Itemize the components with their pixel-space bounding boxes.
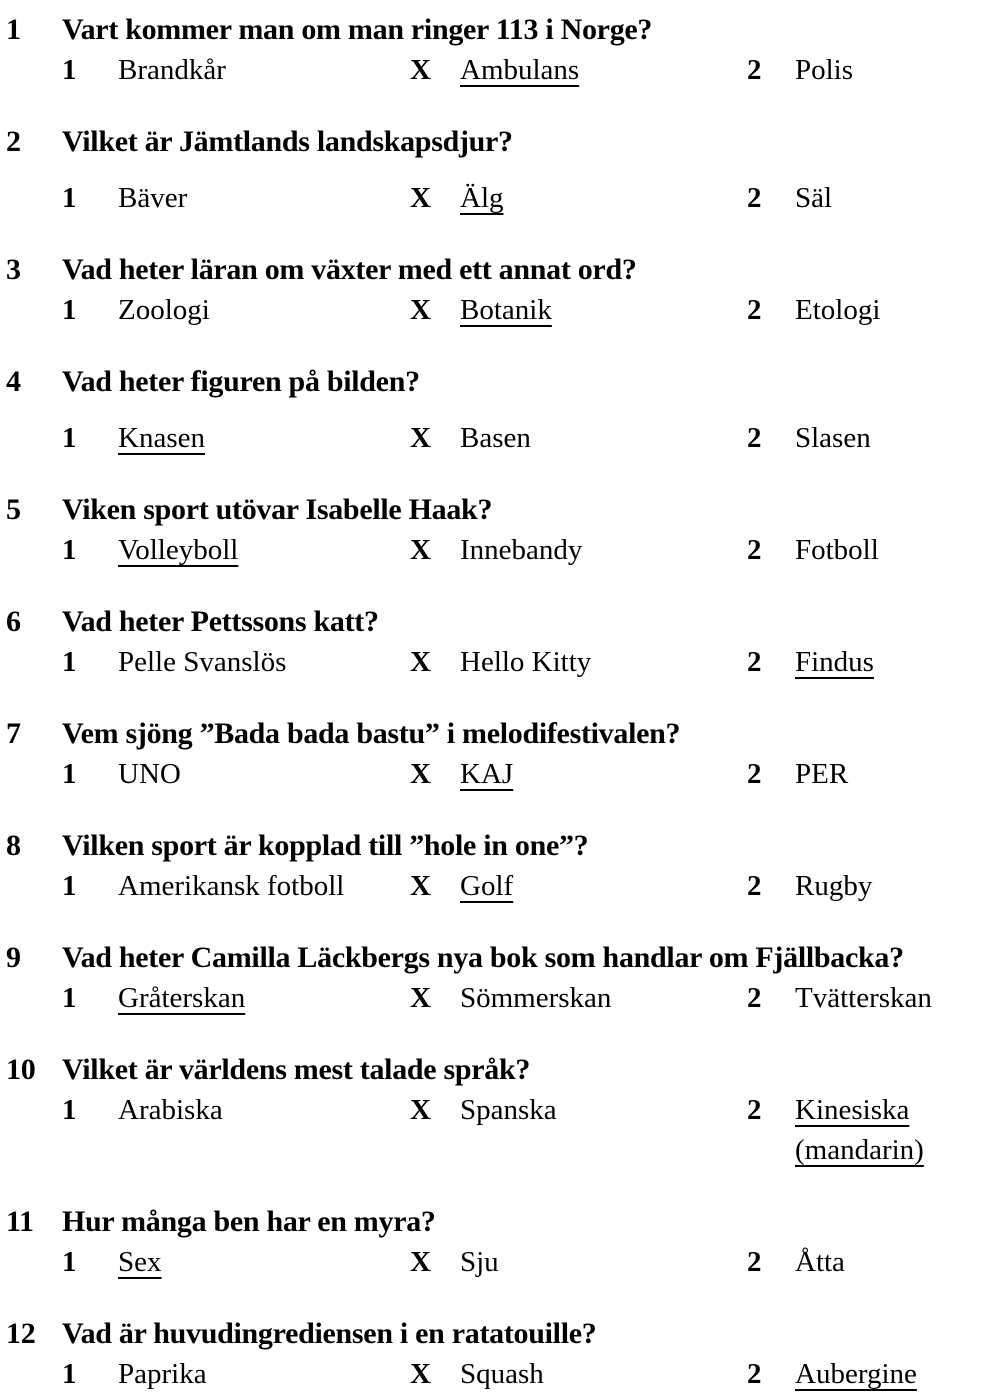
question-block [6, 362, 1000, 458]
option-1-marker: 1 [62, 646, 77, 678]
question-text: Vad heter Pettssons katt? [62, 605, 379, 638]
option-x-label: Squash [460, 1358, 544, 1390]
question-number: 12 [6, 1317, 36, 1350]
option-x [410, 1090, 747, 1170]
option-2 [747, 978, 1000, 1018]
option-2-marker: 2 [747, 758, 762, 790]
option-2-marker: 2 [747, 1358, 762, 1390]
question-block [6, 250, 1000, 330]
option-1 [62, 1242, 410, 1282]
option-2 [747, 178, 1000, 218]
option-2 [747, 530, 1000, 570]
option-2 [747, 1090, 1000, 1170]
question-number: 5 [6, 493, 21, 526]
question-row [6, 938, 1000, 978]
option-1 [62, 418, 410, 458]
option-x [410, 642, 747, 682]
option-x-label: Ambulans [460, 54, 580, 86]
option-1-label: Zoologi [118, 294, 210, 326]
option-1 [62, 866, 410, 906]
option-x-label: Sju [460, 1246, 499, 1278]
question-block [6, 826, 1000, 906]
option-x [410, 978, 747, 1018]
question-text: Vem sjöng ”Bada bada bastu” i melodifestivalen? [62, 717, 681, 750]
question-number: 4 [6, 365, 21, 398]
option-1-label: Volleyboll [118, 534, 239, 566]
answer-row [62, 290, 1000, 330]
option-x [410, 1354, 747, 1394]
option-x-marker: X [410, 1358, 431, 1390]
option-2-marker: 2 [747, 1094, 762, 1126]
option-x-label: Spanska [460, 1094, 557, 1126]
option-2-marker: 2 [747, 182, 762, 214]
answer-row [62, 754, 1000, 794]
option-x-label: Golf [460, 870, 514, 902]
option-x-marker: X [410, 422, 431, 454]
option-1 [62, 978, 410, 1018]
option-x-marker: X [410, 294, 431, 326]
question-text: Vilket är världens mest talade språk? [62, 1053, 531, 1086]
option-x-marker: X [410, 870, 431, 902]
option-x [410, 50, 747, 90]
option-1 [62, 642, 410, 682]
question-row [6, 826, 1000, 866]
option-x-marker: X [410, 982, 431, 1014]
option-2-label: Tvätterskan [795, 982, 932, 1014]
option-1-label: Amerikansk fotboll [118, 870, 345, 902]
answer-row [62, 1242, 1000, 1282]
option-1-marker: 1 [62, 1094, 77, 1126]
option-x [410, 754, 747, 794]
question-number: 10 [6, 1053, 36, 1086]
option-1-marker: 1 [62, 182, 77, 214]
option-x [410, 290, 747, 330]
question-number: 11 [6, 1205, 34, 1238]
option-2-label: Polis [795, 54, 854, 86]
option-1 [62, 178, 410, 218]
option-1 [62, 290, 410, 330]
question-number: 6 [6, 605, 21, 638]
option-1-marker: 1 [62, 1358, 77, 1390]
option-1-marker: 1 [62, 54, 77, 86]
option-2-label: Åtta [795, 1246, 845, 1278]
option-2-label: PER [795, 758, 849, 790]
option-1-marker: 1 [62, 870, 77, 902]
option-x-label: Innebandy [460, 534, 583, 566]
question-number: 1 [6, 13, 21, 46]
option-1-marker: 1 [62, 534, 77, 566]
question-number: 2 [6, 125, 21, 158]
option-1-label: Pelle Svanslös [118, 646, 287, 678]
question-row [6, 1050, 1000, 1090]
question-block [6, 10, 1000, 90]
option-2 [747, 1242, 1000, 1282]
option-2 [747, 866, 1000, 906]
question-text: Vart kommer man om man ringer 113 i Norge? [62, 13, 653, 46]
question-row [6, 1314, 1000, 1354]
answer-row [62, 530, 1000, 570]
option-2-marker: 2 [747, 534, 762, 566]
option-2-label: Aubergine [795, 1358, 917, 1390]
question-row [6, 602, 1000, 642]
answer-row [62, 178, 1000, 218]
option-2 [747, 50, 1000, 90]
question-block [6, 1202, 1000, 1282]
question-number: 7 [6, 717, 21, 750]
answer-row [62, 1090, 1000, 1170]
option-2-marker: 2 [747, 54, 762, 86]
answer-row [62, 978, 1000, 1018]
option-2-label: Findus [795, 646, 874, 678]
option-1-marker: 1 [62, 1246, 77, 1278]
question-row [6, 122, 1000, 162]
option-1-marker: 1 [62, 758, 77, 790]
option-1-label: Bäver [118, 182, 188, 214]
question-number: 8 [6, 829, 21, 862]
option-1-marker: 1 [62, 422, 77, 454]
question-block [6, 1314, 1000, 1394]
option-2-marker: 2 [747, 982, 762, 1014]
option-1-marker: 1 [62, 294, 77, 326]
option-1-label: Gråterskan [118, 982, 246, 1014]
option-1-label: Paprika [118, 1358, 207, 1390]
option-x-label: Hello Kitty [460, 646, 592, 678]
option-1 [62, 754, 410, 794]
option-2-label: Säl [795, 182, 833, 214]
question-block [6, 122, 1000, 218]
question-block [6, 602, 1000, 682]
option-2 [747, 754, 1000, 794]
option-1 [62, 530, 410, 570]
option-x-label: Botanik [460, 294, 552, 326]
option-x-marker: X [410, 646, 431, 678]
question-block [6, 1050, 1000, 1170]
option-2-label: Fotboll [795, 534, 879, 566]
option-2 [747, 418, 1000, 458]
option-2 [747, 1354, 1000, 1394]
question-text: Viken sport utövar Isabelle Haak? [62, 493, 493, 526]
option-2-marker: 2 [747, 1246, 762, 1278]
option-x-marker: X [410, 534, 431, 566]
question-block [6, 938, 1000, 1018]
answer-row [62, 866, 1000, 906]
option-x [410, 178, 747, 218]
question-text: Vilket är Jämtlands landskapsdjur? [62, 125, 513, 158]
question-text: Vad heter figuren på bilden? [62, 365, 420, 398]
option-x [410, 866, 747, 906]
option-1-label: Brandkår [118, 54, 226, 86]
option-x [410, 1242, 747, 1282]
option-1-label: Arabiska [118, 1094, 223, 1126]
question-row [6, 1202, 1000, 1242]
answer-row [62, 1354, 1000, 1394]
question-row [6, 362, 1000, 402]
question-text: Vad heter läran om växter med ett annat ord? [62, 253, 637, 286]
option-2-marker: 2 [747, 870, 762, 902]
question-text: Vilken sport är kopplad till ”hole in one”? [62, 829, 589, 862]
option-1 [62, 50, 410, 90]
option-1-label: Knasen [118, 422, 205, 454]
option-2-marker: 2 [747, 422, 762, 454]
question-text: Vad är huvudingrediensen i en ratatouille? [62, 1317, 597, 1350]
option-x-label: Sömmerskan [460, 982, 612, 1014]
option-x-marker: X [410, 758, 431, 790]
question-row [6, 10, 1000, 50]
question-row [6, 490, 1000, 530]
option-x-label: KAJ [460, 758, 514, 790]
option-x-marker: X [410, 1094, 431, 1126]
option-2-label: Etologi [795, 294, 881, 326]
question-number: 9 [6, 941, 21, 974]
option-x-marker: X [410, 54, 431, 86]
question-row [6, 714, 1000, 754]
option-1-label: UNO [118, 758, 181, 790]
option-x-marker: X [410, 1246, 431, 1278]
option-x-label: Älg [460, 182, 504, 214]
option-2 [747, 642, 1000, 682]
answer-row [62, 50, 1000, 90]
answer-row [62, 418, 1000, 458]
option-x-label: Basen [460, 422, 531, 454]
question-block [6, 490, 1000, 570]
option-2 [747, 290, 1000, 330]
option-2-label: Slasen [795, 422, 871, 454]
question-row [6, 250, 1000, 290]
question-number: 3 [6, 253, 21, 286]
option-2-marker: 2 [747, 294, 762, 326]
option-2-marker: 2 [747, 646, 762, 678]
option-x-marker: X [410, 182, 431, 214]
option-x [410, 530, 747, 570]
option-1 [62, 1090, 410, 1170]
question-text: Hur många ben har en myra? [62, 1205, 436, 1238]
option-2-label: Rugby [795, 870, 873, 902]
option-1-label: Sex [118, 1246, 162, 1278]
question-text: Vad heter Camilla Läckbergs nya bok som handlar om Fjällbacka? [62, 941, 904, 974]
option-2-label: Kinesiska (mandarin) [795, 1094, 924, 1166]
answer-row [62, 642, 1000, 682]
option-1-marker: 1 [62, 982, 77, 1014]
option-x [410, 418, 747, 458]
option-1 [62, 1354, 410, 1394]
question-block [6, 714, 1000, 794]
